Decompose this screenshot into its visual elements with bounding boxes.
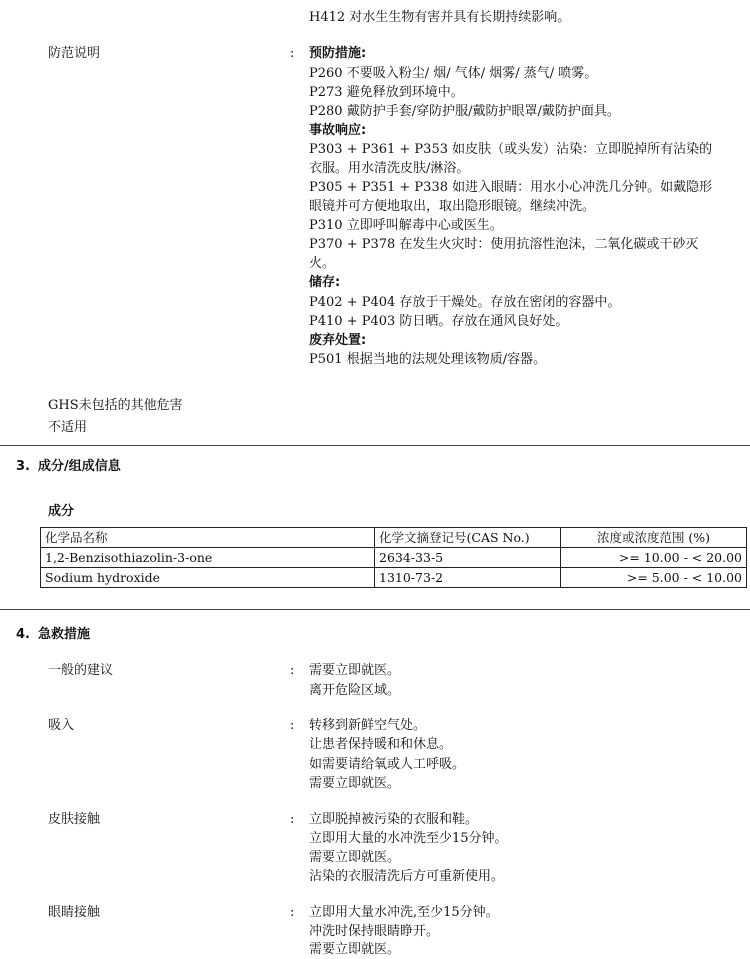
first-aid-line: 转移到新鲜空气处。 <box>309 718 427 733</box>
storage-line: P410 + P403 防日晒。存放在通风良好处。 <box>309 314 569 329</box>
table-header-row <box>41 528 747 548</box>
table-row <box>41 548 747 568</box>
prevention-heading: 预防措施: <box>309 46 367 61</box>
first-aid-label-eye: 眼睛接触 <box>48 905 101 920</box>
response-line: P303 + P361 + P353 如皮肤（或头发）沾染：立即脱掉所有沾染的 <box>309 142 713 157</box>
section-3-number: 3. <box>16 459 30 474</box>
section-4-number: 4. <box>16 627 30 642</box>
concentration-cell: >= 10.00 - < 20.00 <box>561 548 747 568</box>
cas-number-cell: 1310-73-2 <box>375 568 561 588</box>
section-divider <box>0 445 750 446</box>
response-line: P370 + P378 在发生火灾时：使用抗溶性泡沫，二氧化碳或干砂灭 <box>309 237 699 252</box>
chemical-name-cell: Sodium hydroxide <box>41 568 375 588</box>
prevention-line: P280 戴防护手套/穿防护服/戴防护眼罩/戴防护面具。 <box>309 104 620 119</box>
response-line: 火。 <box>309 256 336 271</box>
response-heading: 事故响应: <box>309 123 367 138</box>
disposal-line: P501 根据当地的法规处理该物质/容器。 <box>309 352 547 367</box>
response-line: 衣服。用水清洗皮肤/淋浴。 <box>309 161 470 176</box>
first-aid-label-inhalation: 吸入 <box>48 718 75 733</box>
first-aid-label-general: 一般的建议 <box>48 663 114 678</box>
cas-number-cell: 2634-33-5 <box>375 548 561 568</box>
first-aid-colon: : <box>290 663 295 678</box>
first-aid-colon: : <box>290 718 295 733</box>
section-divider <box>0 609 750 610</box>
first-aid-line: 立即用大量水冲洗,至少15分钟。 <box>309 905 499 920</box>
storage-heading: 储存: <box>309 275 341 290</box>
table-row <box>41 568 747 588</box>
first-aid-colon: : <box>290 812 295 827</box>
first-aid-line: 需要立即就医。 <box>309 850 401 865</box>
first-aid-line: 让患者保持暖和和休息。 <box>309 737 453 752</box>
prevention-line: P260 不要吸入粉尘/ 烟/ 气体/ 烟雾/ 蒸气/ 喷雾。 <box>309 66 598 81</box>
first-aid-line: 需要立即就医。 <box>309 663 401 678</box>
section-3-title: 成分/组成信息 <box>38 459 121 474</box>
first-aid-line: 需要立即就医。 <box>309 776 401 791</box>
first-aid-line: 如需要请给氧或人工呼吸。 <box>309 757 466 772</box>
header-cas-number: 化学文摘登记号(CAS No.) <box>375 528 561 548</box>
response-line: P305 + P351 + P338 如进入眼睛：用水小心冲洗几分钟。如戴隐形 <box>309 180 713 195</box>
hazard-statement-h412: H412 对水生生物有害并具有长期持续影响。 <box>309 10 571 25</box>
other-hazards-heading: GHS未包括的其他危害 <box>48 398 183 413</box>
composition-table <box>40 527 747 588</box>
header-chemical-name: 化学品名称 <box>41 528 375 548</box>
other-hazards-value: 不适用 <box>48 420 88 435</box>
first-aid-label-skin: 皮肤接触 <box>48 812 101 827</box>
prevention-line: P273 避免释放到环境中。 <box>309 85 464 100</box>
composition-subheading: 成分 <box>48 504 75 519</box>
first-aid-line: 立即用大量的水冲洗至少15分钟。 <box>309 831 508 846</box>
first-aid-line: 立即脱掉被污染的衣服和鞋。 <box>309 812 479 827</box>
section-4-title: 急救措施 <box>38 627 91 642</box>
chemical-name-cell: 1,2-Benzisothiazolin-3-one <box>41 548 375 568</box>
first-aid-colon: : <box>290 905 295 920</box>
storage-line: P402 + P404 存放于干燥处。存放在密闭的容器中。 <box>309 295 621 310</box>
first-aid-line: 冲洗时保持眼睛睁开。 <box>309 924 440 939</box>
first-aid-line: 需要立即就医。 <box>309 942 401 957</box>
precaution-colon: : <box>290 46 295 61</box>
precaution-label: 防范说明 <box>48 46 101 61</box>
response-line: 眼镜并可方便地取出，取出隐形眼镜。继续冲洗。 <box>309 199 596 214</box>
first-aid-line: 离开危险区域。 <box>309 683 401 698</box>
response-line: P310 立即呼叫解毒中心或医生。 <box>309 218 503 233</box>
header-concentration: 浓度或浓度范围 (%) <box>561 528 747 548</box>
disposal-heading: 废弃处置: <box>309 333 367 348</box>
concentration-cell: >= 5.00 - < 10.00 <box>561 568 747 588</box>
first-aid-line: 沾染的衣服清洗后方可重新使用。 <box>309 869 505 884</box>
